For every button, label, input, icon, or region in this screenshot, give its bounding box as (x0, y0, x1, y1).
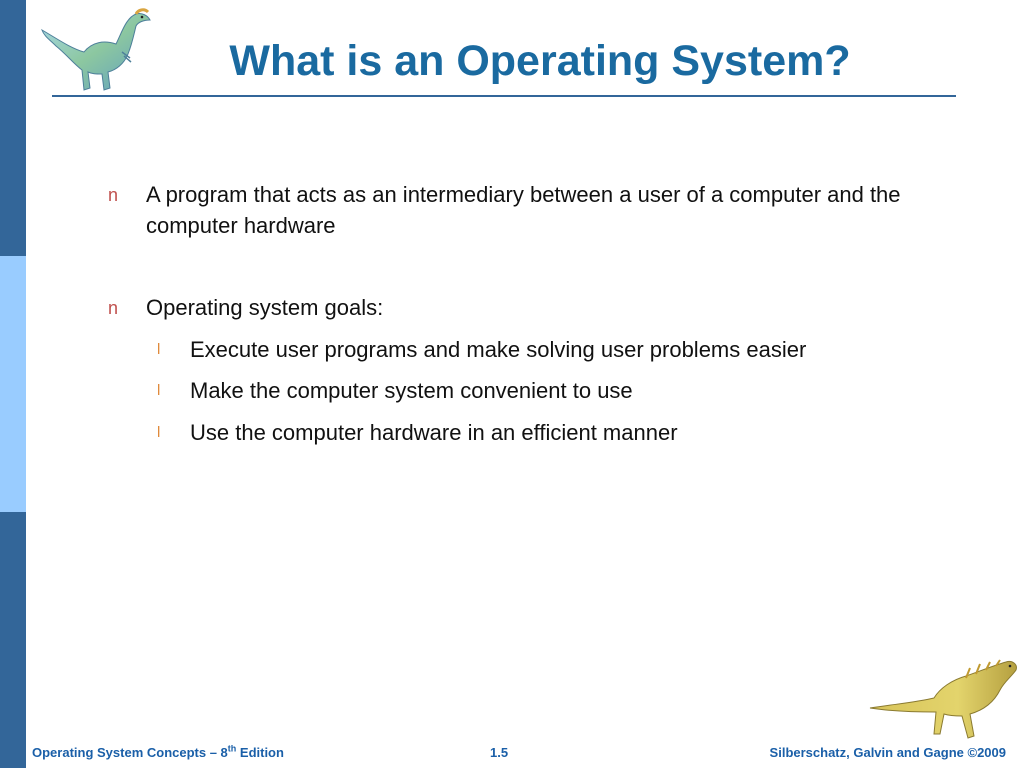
sub-bullet-marker: l (157, 341, 161, 358)
slide-title: What is an Operating System? (229, 37, 851, 85)
bullet-marker: n (108, 298, 119, 318)
dinosaur-icon (38, 8, 156, 96)
sub-bullet-marker: l (157, 382, 161, 399)
sidebar-band-top (0, 0, 26, 256)
footer-page-number: 1.5 (490, 745, 509, 760)
title-underline (52, 95, 956, 97)
bullet-text: Operating system goals: (146, 295, 384, 320)
sub-bullet-marker: l (157, 424, 161, 441)
footer-copyright: Silberschatz, Galvin and Gagne ©2009 (769, 745, 1006, 760)
sidebar-band-bottom (0, 512, 26, 768)
bullet-marker: n (108, 185, 119, 205)
sub-bullet-text: Execute user programs and make solving user problems easier (190, 337, 807, 362)
sub-bullet-text: Use the computer hardware in an efficient manner (190, 420, 678, 445)
bullet-text: A program that acts as an intermediary between a user of a computer and the computer hardware (146, 182, 901, 238)
dinosaur-icon (866, 658, 1020, 742)
footer-book-title: Operating System Concepts – 8th Edition (32, 743, 284, 760)
sidebar-band-middle (0, 256, 26, 512)
sub-bullet-text: Make the computer system convenient to use (190, 378, 633, 403)
